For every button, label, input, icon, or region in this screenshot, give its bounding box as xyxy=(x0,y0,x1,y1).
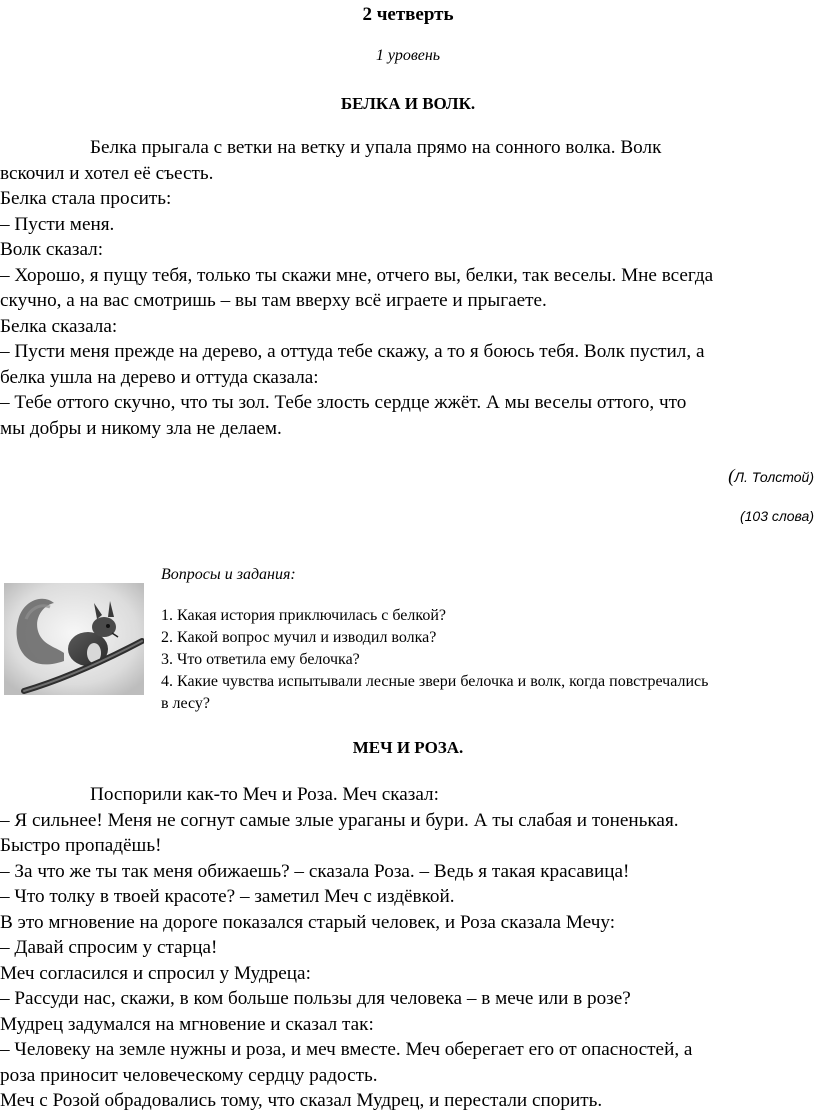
story1-title: БЕЛКА И ВОЛК. xyxy=(340,94,476,113)
level-heading: 1 уровень xyxy=(375,47,441,64)
author-attribution xyxy=(728,466,814,488)
story2-line: – За что же ты так меня обижаешь? – сказала Роза. – Ведь я такая красавица! xyxy=(0,860,630,882)
story1-line: – Пусти меня прежде на дерево, а оттуда тебе скажу, а то я боюсь тебя. Волк пустил, а xyxy=(0,341,705,362)
story1-line: мы добры и никому зла не делаем. xyxy=(0,417,282,439)
questions-title: Вопросы и задания: xyxy=(161,566,296,583)
author-name: Л. Толстой) xyxy=(734,469,814,485)
author-open-paren: ( xyxy=(728,466,735,487)
story1-line: вскочил и хотел её съесть. xyxy=(0,162,214,184)
questions-list xyxy=(161,605,816,715)
story2-line: Меч согласился и спросил у Мудреца: xyxy=(0,962,311,984)
squirrel-image xyxy=(4,583,144,695)
story2-line: В это мгновение на дороге показался старый человек, и Роза сказала Мечу: xyxy=(0,911,616,933)
question-item: в лесу? xyxy=(161,695,211,712)
story1-text xyxy=(0,135,816,441)
question-item: 2. Какой вопрос мучил и изводил волка? xyxy=(161,629,437,646)
story1-line: Белка сказала: xyxy=(0,315,118,337)
quarter-heading: 2 четверть xyxy=(362,4,454,25)
story1-line: – Тебе оттого скучно, что ты зол. Тебе злость сердце жжёт. А мы веселы оттого, что xyxy=(0,392,687,413)
story1-line: Белка прыгала с ветки на ветку и упала прямо на сонного волка. Волк xyxy=(90,137,662,158)
story2-line: Мудрец задумался на мгновение и сказал так: xyxy=(0,1013,374,1035)
question-item: 1. Какая история приключилась с белкой? xyxy=(161,607,446,624)
story2-line: роза приносит человеческому сердцу радость. xyxy=(0,1064,378,1086)
story2-line: Меч с Розой обрадовались тому, что сказал Мудрец, и перестали спорить. xyxy=(0,1090,603,1111)
word-count: (103 слова) xyxy=(739,508,814,524)
story2-line: – Я сильнее! Меня не согнут самые злые ураганы и бури. А ты слабая и тоненькая. xyxy=(0,809,679,831)
story2-text xyxy=(0,782,816,1114)
question-item: 3. Что ответила ему белочка? xyxy=(161,651,360,668)
story1-line: – Пусти меня. xyxy=(0,213,115,235)
story2-line: Быстро пропадёшь! xyxy=(0,835,162,856)
story1-line: Белка стала просить: xyxy=(0,188,172,209)
story2-line: – Человеку на земле нужны и роза, и меч вместе. Меч оберегает его от опасностей, а xyxy=(0,1039,693,1060)
story1-line: – Хорошо, я пущу тебя, только ты скажи мне, отчего вы, белки, так веселы. Мне всегда xyxy=(0,264,714,286)
story2-line: – Давай спросим у старца! xyxy=(0,937,218,958)
story2-line: Поспорили как-то Меч и Роза. Меч сказал: xyxy=(90,784,439,805)
story1-line: скучно, а на вас смотришь – вы там вверху всё играете и прыгаете. xyxy=(0,290,547,311)
question-item: 4. Какие чувства испытывали лесные звери белочка и волк, когда повстречались xyxy=(161,673,709,690)
story2-title: МЕЧ И РОЗА. xyxy=(352,738,464,757)
story1-line: Волк сказал: xyxy=(0,239,104,260)
story2-line: – Что толку в твоей красоте? – заметил Меч с издёвкой. xyxy=(0,886,455,907)
story1-line: белка ушла на дерево и оттуда сказала: xyxy=(0,366,319,388)
story2-line: – Рассуди нас, скажи, в ком больше пользы для человека – в мече или в розе? xyxy=(0,988,631,1009)
